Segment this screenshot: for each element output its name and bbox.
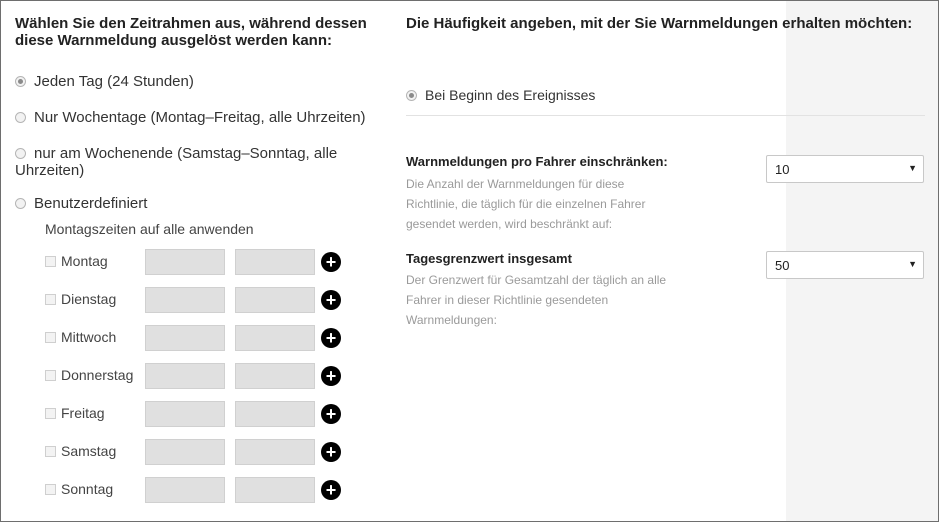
- option-weekdays-label: Nur Wochentage (Montag–Freitag, alle Uhrzeiten): [34, 109, 366, 126]
- daily-total-limit-value: 50: [775, 258, 790, 273]
- start-time-input[interactable]: [145, 477, 225, 503]
- day-label-sunday: Sonntag: [61, 481, 114, 497]
- radio-event-start[interactable]: [406, 90, 417, 101]
- option-event-start-label: Bei Beginn des Ereignisses: [425, 87, 596, 103]
- option-custom-label: Benutzerdefiniert: [34, 195, 148, 212]
- option-weekend-label-line1: nur am Wochenende (Samstag–Sonntag, alle: [34, 145, 338, 162]
- add-time-icon[interactable]: +: [321, 366, 341, 386]
- day-checkbox-monday[interactable]: [45, 256, 56, 267]
- day-checkbox-saturday[interactable]: [45, 446, 56, 457]
- start-time-input[interactable]: [145, 325, 225, 351]
- day-label-tuesday: Dienstag: [61, 291, 117, 307]
- option-every-day[interactable]: [15, 73, 194, 90]
- per-driver-desc-line3: gesendet werden, wird beschränkt auf:: [406, 217, 613, 231]
- frequency-title: Die Häufigkeit angeben, mit der Sie Warnmeldungen erhalten möchten:: [406, 15, 913, 32]
- start-time-input[interactable]: [145, 249, 225, 275]
- day-checkbox-sunday[interactable]: [45, 484, 56, 495]
- add-time-icon[interactable]: +: [321, 404, 341, 424]
- chevron-down-icon: ▼: [908, 259, 917, 269]
- timeframe-title-line2: diese Warnmeldung ausgelöst werden kann:: [15, 32, 333, 49]
- end-time-input[interactable]: [235, 477, 315, 503]
- daily-total-desc-line2: Fahrer in dieser Richtlinie gesendeten: [406, 293, 609, 307]
- end-time-input[interactable]: [235, 249, 315, 275]
- day-checkbox-friday[interactable]: [45, 408, 56, 419]
- per-driver-limit-title: Warnmeldungen pro Fahrer einschränken:: [406, 154, 668, 169]
- daily-total-limit-description: [406, 270, 706, 330]
- end-time-input[interactable]: [235, 401, 315, 427]
- daily-total-desc-line1: Der Grenzwert für Gesamtzahl der täglich an alle: [406, 273, 667, 287]
- option-weekend-label-line2: Uhrzeiten): [15, 162, 85, 179]
- option-custom[interactable]: [15, 195, 147, 212]
- start-time-input[interactable]: [145, 439, 225, 465]
- day-label-thursday: Donnerstag: [61, 367, 134, 383]
- day-label-wednesday: Mittwoch: [61, 329, 117, 345]
- end-time-input[interactable]: [235, 439, 315, 465]
- per-driver-desc-line2: Richtlinie, die täglich für die einzelnen Fahrer: [406, 197, 646, 211]
- daily-total-limit-select[interactable]: [766, 251, 924, 279]
- add-time-icon[interactable]: +: [321, 290, 341, 310]
- timeframe-section: [15, 15, 385, 500]
- day-checkbox-wednesday[interactable]: [45, 332, 56, 343]
- divider: [406, 115, 925, 116]
- add-time-icon[interactable]: +: [321, 252, 341, 272]
- day-checkbox-thursday[interactable]: [45, 370, 56, 381]
- day-checkbox-tuesday[interactable]: [45, 294, 56, 305]
- radio-weekdays[interactable]: [15, 112, 26, 123]
- option-weekend[interactable]: [15, 145, 385, 179]
- add-time-icon[interactable]: +: [321, 480, 341, 500]
- option-event-start[interactable]: [406, 87, 595, 103]
- daily-total-limit-title: Tagesgrenzwert insgesamt: [406, 251, 572, 266]
- end-time-input[interactable]: [235, 287, 315, 313]
- end-time-input[interactable]: [235, 363, 315, 389]
- timeframe-title: [15, 15, 385, 49]
- end-time-input[interactable]: [235, 325, 315, 351]
- start-time-input[interactable]: [145, 363, 225, 389]
- radio-weekend[interactable]: [15, 148, 26, 159]
- per-driver-desc-line1: Die Anzahl der Warnmeldungen für diese: [406, 177, 625, 191]
- option-weekdays[interactable]: [15, 109, 366, 126]
- start-time-input[interactable]: [145, 287, 225, 313]
- per-driver-limit-description: [406, 174, 706, 234]
- option-every-day-label: Jeden Tag (24 Stunden): [34, 73, 194, 90]
- frequency-section: [406, 15, 926, 327]
- timeframe-title-line1: Wählen Sie den Zeitrahmen aus, während dessen: [15, 15, 367, 32]
- radio-custom[interactable]: [15, 198, 26, 209]
- day-label-monday: Montag: [61, 253, 108, 269]
- day-label-friday: Freitag: [61, 405, 105, 421]
- add-time-icon[interactable]: +: [321, 328, 341, 348]
- apply-monday-times-link[interactable]: Montagszeiten auf alle anwenden: [45, 221, 254, 237]
- day-label-saturday: Samstag: [61, 443, 117, 459]
- radio-every-day[interactable]: [15, 76, 26, 87]
- start-time-input[interactable]: [145, 401, 225, 427]
- per-driver-limit-value: 10: [775, 162, 790, 177]
- daily-total-desc-line3: Warnmeldungen:: [406, 313, 497, 327]
- add-time-icon[interactable]: +: [321, 442, 341, 462]
- chevron-down-icon: ▼: [908, 163, 917, 173]
- per-driver-limit-select[interactable]: [766, 155, 924, 183]
